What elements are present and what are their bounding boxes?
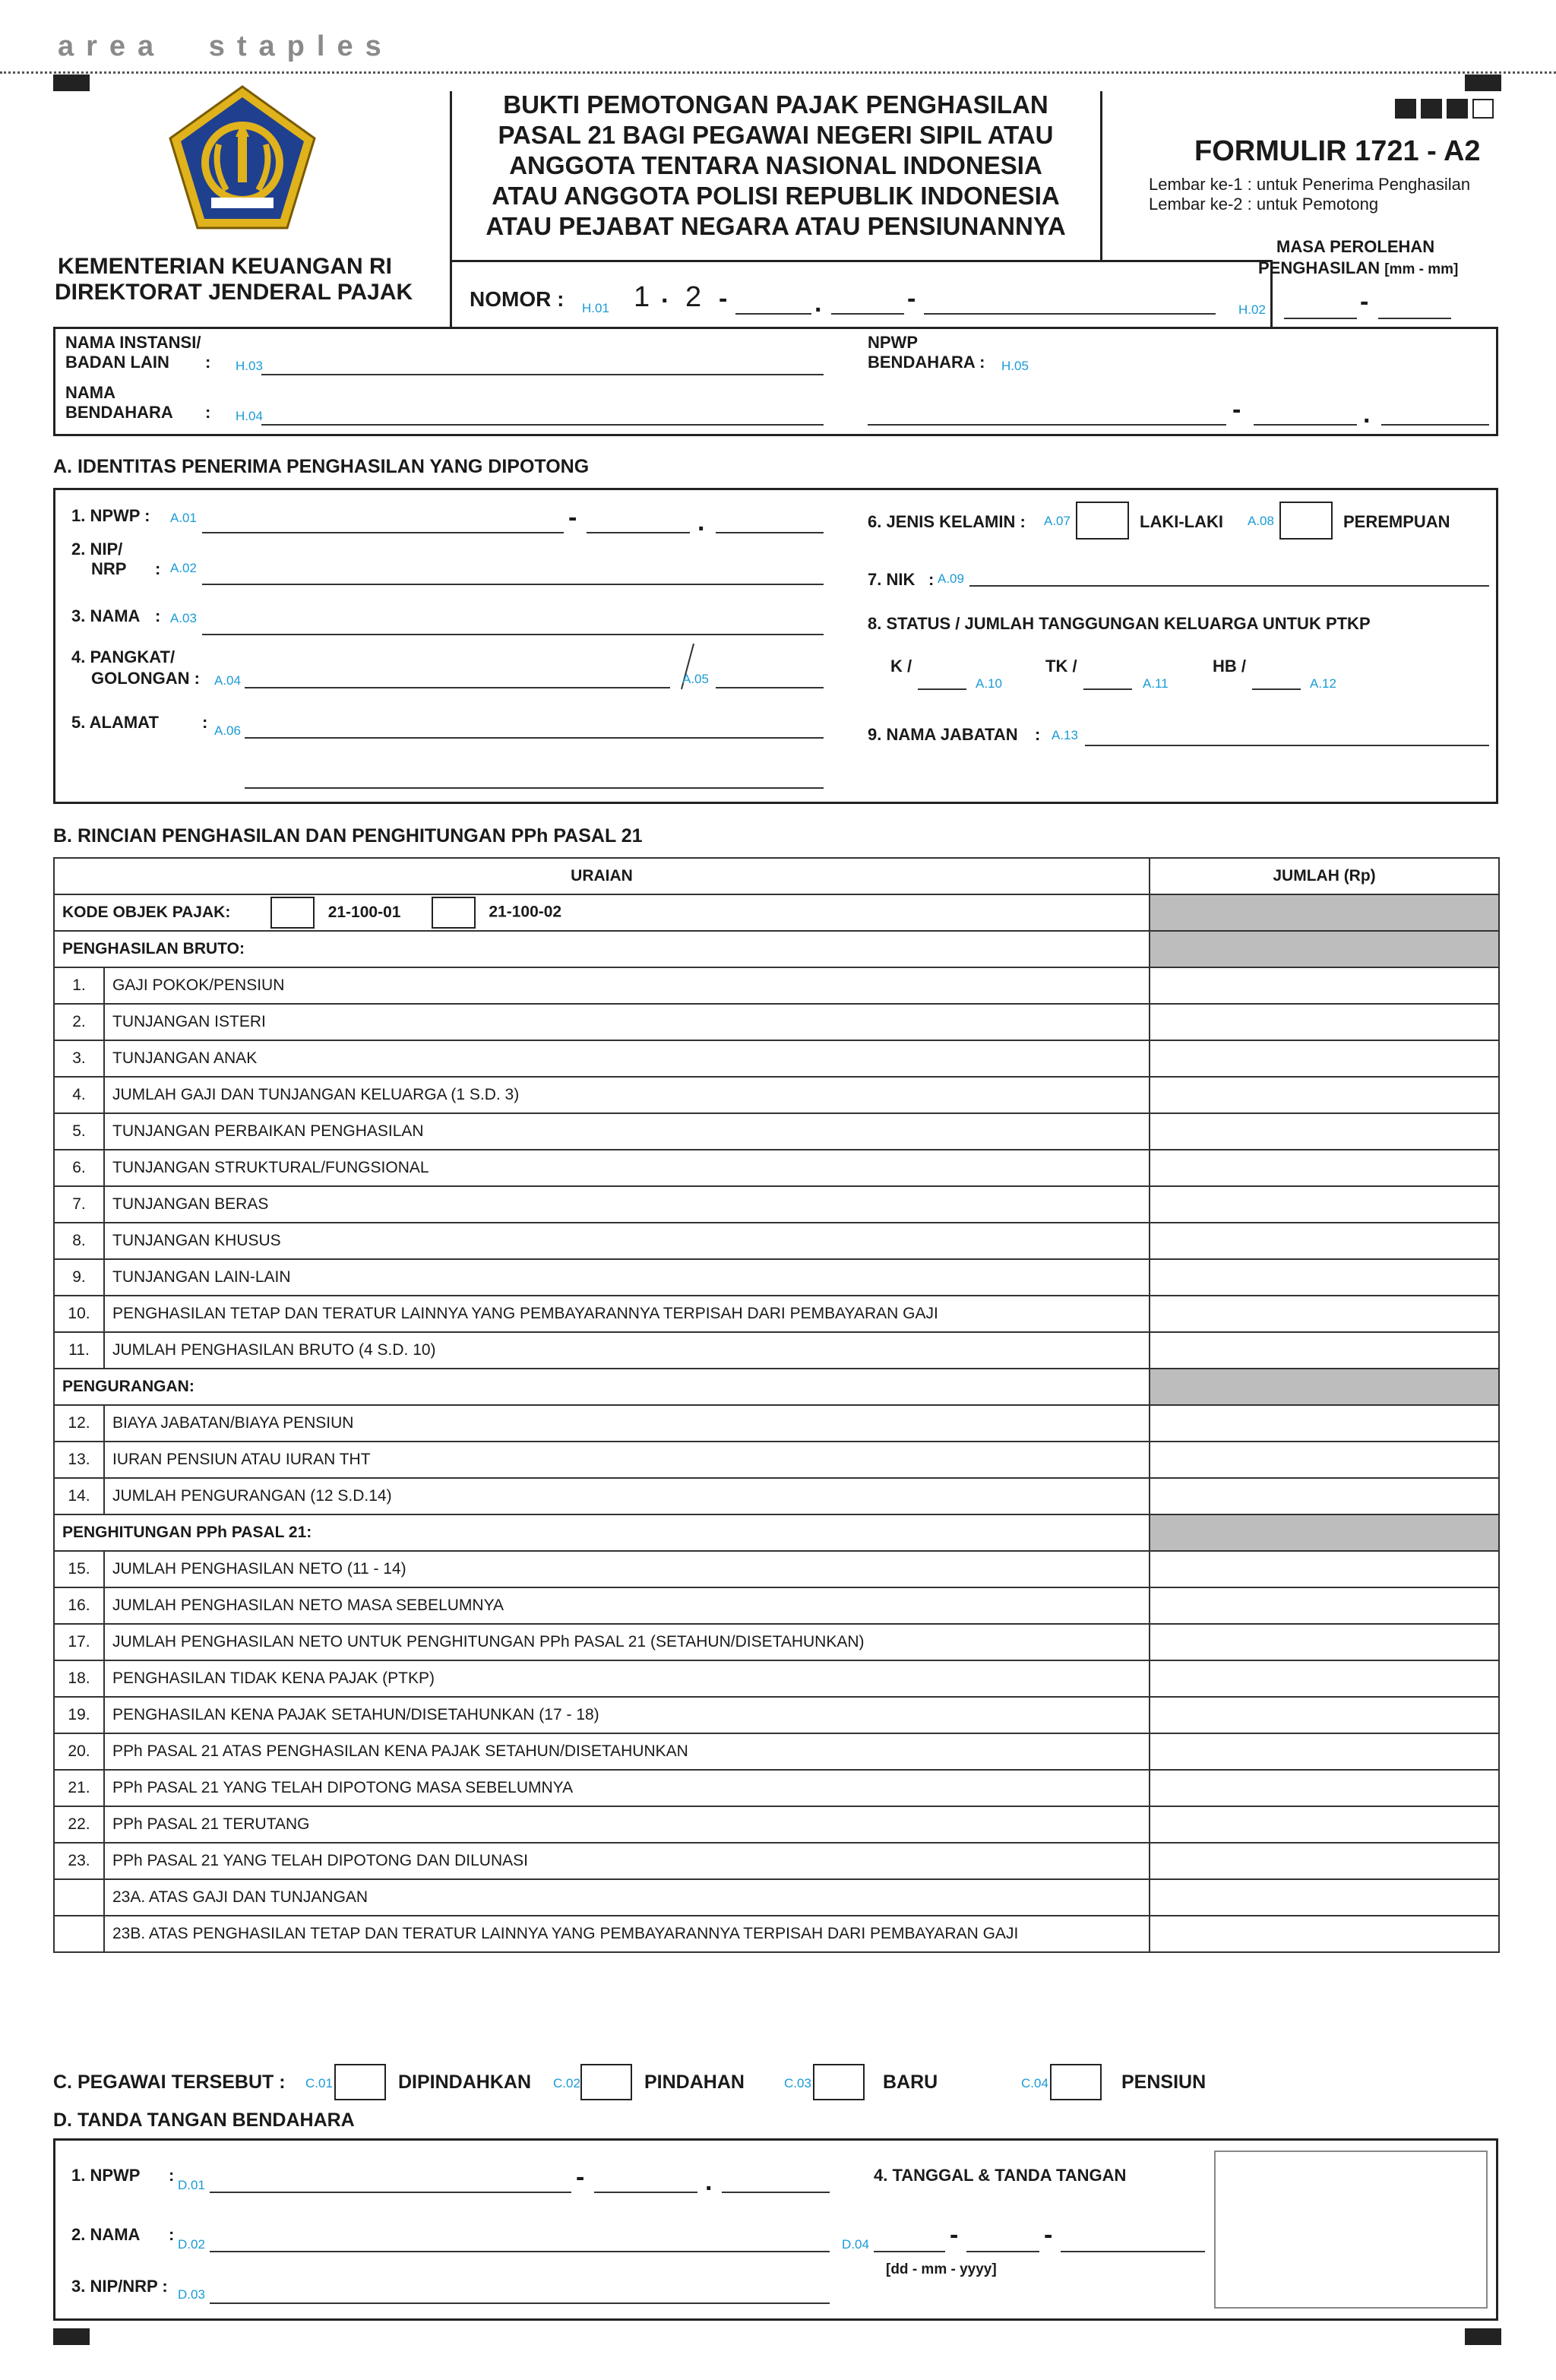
row-jumlah-input[interactable] (1150, 1077, 1499, 1113)
c01-code: C.01 (305, 2076, 333, 2090)
row-number: 13. (54, 1442, 104, 1478)
a-npwp-field-2[interactable] (587, 532, 690, 533)
table-row (54, 1733, 1499, 1770)
nama-bendahara-label-1: NAMA (65, 383, 115, 402)
table-row (54, 1697, 1499, 1733)
a-pangkat-label-2: GOLONGAN : (91, 669, 200, 688)
kode-21-100-02-checkbox[interactable] (432, 897, 476, 929)
jumlah-cell-shaded (1150, 894, 1499, 931)
nomor-dash: - (907, 284, 916, 313)
a-nama-label: 3. NAMA (71, 606, 141, 625)
table-row (54, 1113, 1499, 1150)
row-number: 19. (54, 1697, 104, 1733)
npwp-bendahara-field-3[interactable] (1381, 424, 1489, 426)
document-title (453, 90, 1099, 242)
copy-square-filled (1395, 99, 1416, 119)
npwp-dash: - (1232, 395, 1241, 424)
d-date-dash: - (1044, 2220, 1053, 2249)
a-nip-field[interactable] (202, 584, 824, 585)
section-row-label: PENGURANGAN: (54, 1369, 1150, 1405)
staples-divider (0, 71, 1556, 74)
pensiun-label: PENSIUN (1121, 2071, 1207, 2093)
row-uraian: JUMLAH PENGHASILAN NETO MASA SEBELUMNYA (104, 1587, 1150, 1624)
table-row (54, 1551, 1499, 1587)
a-jabatan-code: A.13 (1052, 728, 1078, 742)
colon: : (205, 403, 211, 422)
row-jumlah-input[interactable] (1150, 1733, 1499, 1770)
corner-mark-bottom-right (1465, 2328, 1501, 2345)
row-uraian: PPh PASAL 21 ATAS PENGHASILAN KENA PAJAK SETAHUN/DISETAHUNKAN (104, 1733, 1150, 1770)
table-row (54, 1587, 1499, 1624)
row-uraian: JUMLAH GAJI DAN TUNJANGAN KELUARGA (1 S.D. 3) (104, 1077, 1150, 1113)
table-row (54, 1077, 1499, 1113)
table-row (54, 1660, 1499, 1697)
d-date-day-field[interactable] (874, 2251, 945, 2252)
row-jumlah-input[interactable] (1150, 1879, 1499, 1916)
row-jumlah-input[interactable] (1150, 1186, 1499, 1223)
col-uraian-header: URAIAN (54, 858, 1150, 894)
a-nip-label-1: 2. NIP/ (71, 540, 123, 559)
col-jumlah-header: JUMLAH (Rp) (1150, 858, 1499, 894)
form-name: FORMULIR 1721 - A2 (1194, 135, 1481, 167)
kode-21-100-01-checkbox[interactable] (270, 897, 315, 929)
nama-instansi-field[interactable] (261, 374, 824, 375)
d-date-code: D.04 (842, 2237, 869, 2252)
row-jumlah-input[interactable] (1150, 1697, 1499, 1733)
d-date-format: [dd - mm - yyyy] (886, 2261, 997, 2277)
d-npwp-code: D.01 (178, 2178, 205, 2192)
row-number: 20. (54, 1733, 104, 1770)
row-number: 21. (54, 1770, 104, 1806)
row-uraian: TUNJANGAN ISTERI (104, 1004, 1150, 1040)
row-jumlah-input[interactable] (1150, 1113, 1499, 1150)
row-number (54, 1879, 104, 1916)
row-uraian: TUNJANGAN ANAK (104, 1040, 1150, 1077)
table-row (54, 1770, 1499, 1806)
d-nama-label: 2. NAMA (71, 2225, 141, 2244)
a-alamat-code: A.06 (214, 723, 241, 738)
row-uraian: TUNJANGAN LAIN-LAIN (104, 1259, 1150, 1296)
kode-21-100-01-label: 21-100-01 (327, 903, 401, 921)
row-uraian: PPh PASAL 21 YANG TELAH DIPOTONG MASA SEBELUMNYA (104, 1770, 1150, 1806)
row-jumlah-input[interactable] (1150, 1442, 1499, 1478)
row-jumlah-input[interactable] (1150, 1004, 1499, 1040)
d-nama-field[interactable] (210, 2251, 830, 2252)
table-row (54, 1004, 1499, 1040)
row-uraian: TUNJANGAN BERAS (104, 1186, 1150, 1223)
d-nip-code: D.03 (178, 2287, 205, 2302)
nomor-dot: . (661, 280, 669, 309)
masa-start-field[interactable] (1284, 318, 1357, 319)
masa-unit: [mm - mm] (1384, 261, 1459, 277)
masa-end-field[interactable] (1378, 318, 1451, 319)
d-ttd-label: 4. TANGGAL & TANDA TANGAN (874, 2166, 1127, 2185)
npwp-bendahara-label-1: NPWP (868, 333, 918, 352)
row-number: 9. (54, 1259, 104, 1296)
row-jumlah-input[interactable] (1150, 1405, 1499, 1442)
d-npwp-field-3[interactable] (722, 2192, 830, 2193)
row-number: 1. (54, 967, 104, 1004)
nama-instansi-label-2: BADAN LAIN (65, 353, 169, 372)
section-c-title: C. PEGAWAI TERSEBUT : (53, 2071, 286, 2093)
a-alamat-field-1[interactable] (245, 737, 824, 739)
nomor-label: NOMOR : (470, 287, 565, 311)
a-tk-field[interactable] (1083, 688, 1132, 690)
row-jumlah-input[interactable] (1150, 1040, 1499, 1077)
title-box-right-border (1100, 91, 1102, 260)
colon: : (928, 570, 935, 589)
nomor-prefix-2: 2 (685, 281, 702, 313)
colon: : (169, 2166, 175, 2185)
jumlah-cell-shaded (1150, 931, 1499, 967)
nama-bendahara-label-2: BENDAHARA (65, 403, 173, 422)
d-date-dash: - (950, 2220, 959, 2249)
c04-code: C.04 (1021, 2076, 1048, 2090)
npwp-bendahara-field-2[interactable] (1254, 424, 1357, 426)
table-row (54, 1405, 1499, 1442)
a-alamat-field-2[interactable] (245, 787, 824, 789)
row-uraian: TUNJANGAN KHUSUS (104, 1223, 1150, 1259)
row-uraian: JUMLAH PENGHASILAN BRUTO (4 S.D. 10) (104, 1332, 1150, 1369)
npwp-bendahara-label-2: BENDAHARA : (868, 353, 985, 372)
row-jumlah-input[interactable] (1150, 1806, 1499, 1843)
row-number: 11. (54, 1332, 104, 1369)
row-jumlah-input[interactable] (1150, 967, 1499, 1004)
a-jabatan-label: 9. NAMA JABATAN (868, 725, 1018, 744)
nomor-field-3[interactable] (924, 313, 1216, 315)
row-jumlah-input[interactable] (1150, 1150, 1499, 1186)
a-nik-field[interactable] (969, 585, 1489, 587)
table-row (54, 1916, 1499, 1952)
nomor-dot: . (814, 289, 822, 318)
row-number: 12. (54, 1405, 104, 1442)
title-line: ATAU PEJABAT NEGARA ATAU PENSIUNANNYA (485, 212, 1066, 240)
baru-label: BARU (883, 2071, 938, 2093)
pindahan-label: PINDAHAN (644, 2071, 745, 2093)
row-number (54, 1916, 104, 1952)
row-uraian: JUMLAH PENGURANGAN (12 S.D.14) (104, 1478, 1150, 1514)
baru-checkbox[interactable] (813, 2064, 865, 2100)
nomor-field-2[interactable] (831, 313, 904, 315)
copy-square-filled (1447, 99, 1468, 119)
table-row (54, 1259, 1499, 1296)
nama-instansi-code: H.03 (236, 359, 263, 373)
masa-label-2 (1258, 258, 1458, 278)
row-number: 5. (54, 1113, 104, 1150)
d-nip-field[interactable] (210, 2302, 830, 2304)
row-number: 23. (54, 1843, 104, 1879)
colon: : (205, 353, 211, 372)
rincian-table (53, 857, 1500, 1953)
nomor-box (450, 260, 1273, 327)
a-npwp-field-1[interactable] (202, 532, 564, 533)
table-row (54, 1624, 1499, 1660)
pensiun-checkbox[interactable] (1050, 2064, 1102, 2100)
row-number: 3. (54, 1040, 104, 1077)
a-pangkat-field[interactable] (245, 687, 670, 688)
title-line: ATAU ANGGOTA POLISI REPUBLIK INDONESIA (492, 182, 1060, 210)
kode-21-100-02-label: 21-100-02 (489, 903, 562, 921)
nomor-field-1[interactable] (735, 313, 811, 315)
a-nik-label: 7. NIK (868, 570, 916, 589)
masa-label-1: MASA PEROLEHAN (1276, 237, 1435, 256)
d-npwp-label: 1. NPWP (71, 2166, 141, 2185)
a-nip-label-2: NRP (91, 559, 127, 578)
table-row (54, 967, 1499, 1004)
a-nama-code: A.03 (170, 611, 197, 625)
a-jk-code-perempuan: A.08 (1248, 514, 1274, 528)
d-npwp-dash: - (576, 2163, 585, 2192)
ministry-name: KEMENTERIAN KEUANGAN RI (58, 254, 393, 279)
a-hb-label: HB / (1213, 657, 1246, 676)
row-number: 22. (54, 1806, 104, 1843)
npwp-dot: . (1363, 400, 1371, 429)
table-section-row (54, 1369, 1499, 1405)
row-uraian: TUNJANGAN PERBAIKAN PENGHASILAN (104, 1113, 1150, 1150)
table-row (54, 1332, 1499, 1369)
dipindahkan-checkbox[interactable] (334, 2064, 386, 2100)
d-npwp-field-1[interactable] (210, 2192, 571, 2193)
table-section-row (54, 931, 1499, 967)
masa-dash: - (1360, 287, 1369, 316)
corner-mark-bottom-left (53, 2328, 90, 2345)
row-uraian: PPh PASAL 21 YANG TELAH DIPOTONG DAN DILUNASI (104, 1843, 1150, 1879)
row-number: 10. (54, 1296, 104, 1332)
a-pangkat-label-1: 4. PANGKAT/ (71, 647, 176, 666)
a-npwp-dash: - (568, 503, 577, 532)
staples-label: area staples (58, 30, 394, 62)
a-k-field[interactable] (918, 688, 966, 690)
kode-objek-cell (54, 894, 1150, 931)
title-line: PASAL 21 BAGI PEGAWAI NEGERI SIPIL ATAU (498, 121, 1054, 149)
table-row (54, 1442, 1499, 1478)
row-jumlah-input[interactable] (1150, 1624, 1499, 1660)
a-nik-code: A.09 (938, 571, 964, 586)
a-jabatan-field[interactable] (1085, 745, 1489, 746)
a-npwp-field-3[interactable] (716, 532, 824, 533)
title-line: BUKTI PEMOTONGAN PAJAK PENGHASILAN (503, 90, 1048, 119)
c03-code: C.03 (784, 2076, 811, 2090)
a-npwp-dot: . (697, 508, 705, 536)
row-number: 8. (54, 1223, 104, 1259)
row-jumlah-input[interactable] (1150, 1916, 1499, 1952)
copy-square-filled (1421, 99, 1442, 119)
a-nip-code: A.02 (170, 561, 197, 575)
a-status-label: 8. STATUS / JUMLAH TANGGUNGAN KELUARGA UNTUK PTKP (868, 614, 1371, 633)
a-hb-field[interactable] (1252, 688, 1301, 690)
a-golongan-field[interactable] (716, 687, 824, 688)
corner-mark-top-right (1465, 74, 1501, 91)
table-row (54, 1186, 1499, 1223)
kode-objek-label: KODE OBJEK PAJAK: (62, 903, 231, 921)
nomor-code: H.01 (582, 301, 609, 315)
a-jenis-kelamin-label: 6. JENIS KELAMIN : (868, 512, 1026, 531)
row-jumlah-input[interactable] (1150, 1259, 1499, 1296)
row-uraian: PENGHASILAN TETAP DAN TERATUR LAINNYA YANG PEMBAYARANNYA TERPISAH DARI PEMBAYARAN GAJI (104, 1296, 1150, 1332)
row-jumlah-input[interactable] (1150, 1478, 1499, 1514)
row-uraian: PPh PASAL 21 TERUTANG (104, 1806, 1150, 1843)
table-row (54, 1806, 1499, 1843)
section-b-title: B. RINCIAN PENGHASILAN DAN PENGHITUNGAN PPh PASAL 21 (53, 825, 643, 847)
row-uraian: IURAN PENSIUN ATAU IURAN THT (104, 1442, 1150, 1478)
row-uraian: 23A. ATAS GAJI DAN TUNJANGAN (104, 1879, 1150, 1916)
a-golongan-code: A.05 (682, 672, 709, 686)
section-row-label: PENGHASILAN BRUTO: (54, 931, 1150, 967)
a-npwp-code: A.01 (170, 511, 197, 525)
laki-laki-checkbox[interactable] (1076, 502, 1129, 540)
row-number: 15. (54, 1551, 104, 1587)
colon: : (202, 713, 208, 732)
row-uraian: 23B. ATAS PENGHASILAN TETAP DAN TERATUR LAINNYA YANG PEMBAYARANNYA TERPISAH DARI PEMBAYARAN GAJI (104, 1916, 1150, 1952)
row-number: 16. (54, 1587, 104, 1624)
signature-box[interactable] (1214, 2151, 1488, 2309)
copy-square-empty (1472, 99, 1494, 119)
table-row (54, 1843, 1499, 1879)
c02-code: C.02 (553, 2076, 580, 2090)
row-jumlah-input[interactable] (1150, 1332, 1499, 1369)
d-nama-code: D.02 (178, 2237, 205, 2252)
colon: : (169, 2225, 175, 2244)
colon: : (155, 559, 161, 578)
nomor-prefix-1: 1 (634, 281, 650, 313)
jumlah-cell-shaded (1150, 1369, 1499, 1405)
title-line: ANGGOTA TENTARA NASIONAL INDONESIA (509, 151, 1042, 179)
a-tk-label: TK / (1045, 657, 1077, 676)
nama-instansi-label-1: NAMA INSTANSI/ (65, 333, 201, 352)
npwp-bendahara-field-1[interactable] (868, 424, 1226, 426)
row-uraian: TUNJANGAN STRUKTURAL/FUNGSIONAL (104, 1150, 1150, 1186)
section-d-title: D. TANDA TANGAN BENDAHARA (53, 2109, 355, 2131)
masa-label-2-text: PENGHASILAN (1258, 258, 1380, 277)
row-uraian: PENGHASILAN KENA PAJAK SETAHUN/DISETAHUNKAN (17 - 18) (104, 1697, 1150, 1733)
nama-bendahara-code: H.04 (236, 409, 263, 423)
row-number: 17. (54, 1624, 104, 1660)
row-number: 14. (54, 1478, 104, 1514)
colon: : (155, 606, 161, 625)
pindahan-checkbox[interactable] (580, 2064, 632, 2100)
a-hb-code: A.12 (1310, 676, 1336, 691)
row-number: 4. (54, 1077, 104, 1113)
row-jumlah-input[interactable] (1150, 1223, 1499, 1259)
corner-mark-top-left (53, 74, 90, 91)
ministry-logo-icon (166, 84, 319, 233)
table-row (54, 1879, 1499, 1916)
row-uraian: BIAYA JABATAN/BIAYA PENSIUN (104, 1405, 1150, 1442)
a-k-label: K / (890, 657, 912, 676)
copy-note-2: Lembar ke-2 : untuk Pemotong (1149, 195, 1379, 214)
table-header-row (54, 858, 1499, 894)
row-uraian: PENGHASILAN TIDAK KENA PAJAK (PTKP) (104, 1660, 1150, 1697)
perempuan-checkbox[interactable] (1279, 502, 1333, 540)
row-jumlah-input[interactable] (1150, 1587, 1499, 1624)
row-number: 18. (54, 1660, 104, 1697)
row-jumlah-input[interactable] (1150, 1551, 1499, 1587)
row-number: 2. (54, 1004, 104, 1040)
colon: : (1035, 725, 1041, 744)
a-k-code: A.10 (976, 676, 1002, 691)
a-npwp-label: 1. NPWP : (71, 506, 150, 525)
d-date-year-field[interactable] (1061, 2251, 1205, 2252)
npwp-bendahara-code: H.05 (1001, 359, 1029, 373)
table-row (54, 1040, 1499, 1077)
row-number: 7. (54, 1186, 104, 1223)
a-alamat-label: 5. ALAMAT (71, 713, 159, 732)
a-nama-field[interactable] (202, 634, 824, 635)
masa-code: H.02 (1238, 302, 1266, 317)
row-jumlah-input[interactable] (1150, 1770, 1499, 1806)
section-a-title: A. IDENTITAS PENERIMA PENGHASILAN YANG DIPOTONG (53, 456, 590, 477)
a-tk-code: A.11 (1143, 676, 1169, 691)
d-npwp-dot: . (705, 2167, 713, 2196)
a-jk-code-laki: A.07 (1044, 514, 1071, 528)
copy-note-1: Lembar ke-1 : untuk Penerima Penghasilan (1149, 175, 1471, 194)
nomor-dash: - (719, 284, 728, 313)
d-nip-label: 3. NIP/NRP : (71, 2277, 168, 2296)
row-jumlah-input[interactable] (1150, 1660, 1499, 1697)
d-date-month-field[interactable] (966, 2251, 1039, 2252)
directorate-name: DIREKTORAT JENDERAL PAJAK (55, 280, 413, 305)
dipindahkan-label: DIPINDAHKAN (398, 2071, 531, 2093)
table-row (54, 1150, 1499, 1186)
row-uraian: JUMLAH PENGHASILAN NETO UNTUK PENGHITUNGAN PPh PASAL 21 (SETAHUN/DISETAHUNKAN) (104, 1624, 1150, 1660)
nama-bendahara-field[interactable] (261, 424, 824, 426)
table-row (54, 1478, 1499, 1514)
row-uraian: JUMLAH PENGHASILAN NETO (11 - 14) (104, 1551, 1150, 1587)
d-npwp-field-2[interactable] (594, 2192, 697, 2193)
jumlah-cell-shaded (1150, 1514, 1499, 1551)
table-row (54, 1223, 1499, 1259)
section-row-label: PENGHITUNGAN PPh PASAL 21: (54, 1514, 1150, 1551)
laki-laki-label: LAKI-LAKI (1140, 512, 1223, 531)
table-row (54, 1296, 1499, 1332)
row-jumlah-input[interactable] (1150, 1296, 1499, 1332)
perempuan-label: PEREMPUAN (1343, 512, 1450, 531)
row-uraian: GAJI POKOK/PENSIUN (104, 967, 1150, 1004)
row-number: 6. (54, 1150, 104, 1186)
a-pangkat-code: A.04 (214, 673, 241, 688)
table-section-row (54, 1514, 1499, 1551)
row-jumlah-input[interactable] (1150, 1843, 1499, 1879)
instansi-box (53, 327, 1498, 436)
kode-objek-row (54, 894, 1499, 931)
